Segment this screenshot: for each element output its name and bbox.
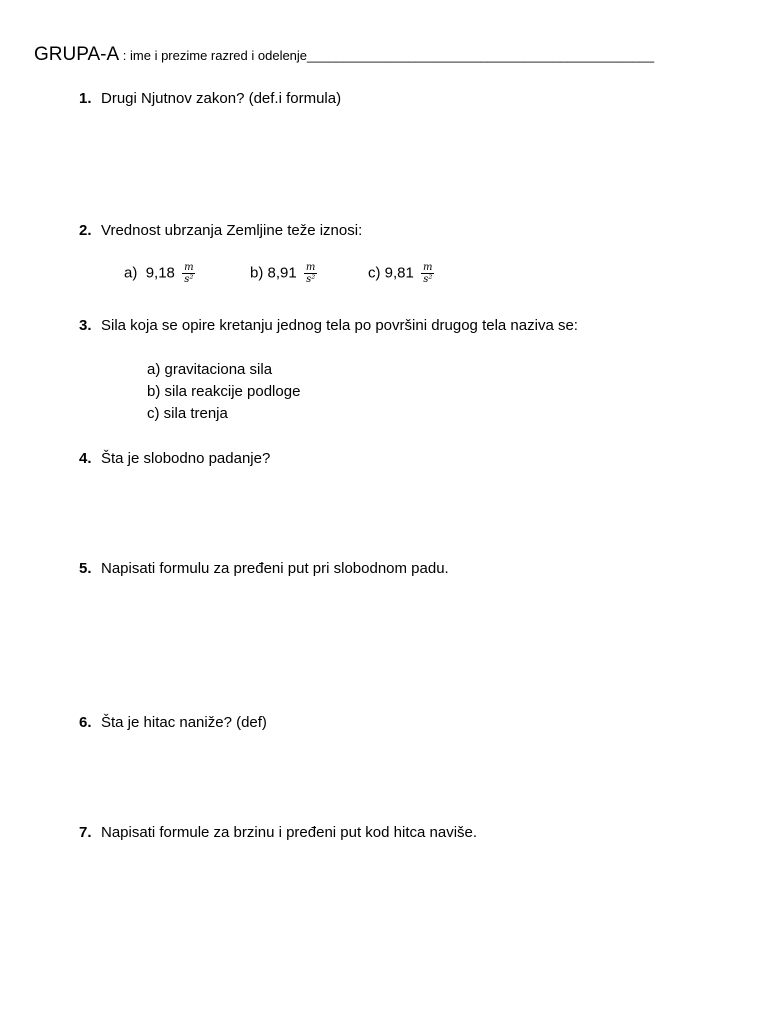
question-3 — [79, 317, 578, 334]
question-7 — [79, 824, 477, 841]
question-text: Šta je slobodno padanje? — [101, 450, 271, 467]
question-1 — [79, 90, 341, 107]
option-value: 9,81 — [384, 264, 414, 282]
q2-option-c — [368, 262, 435, 285]
question-text: Vrednost ubrzanja Zemljine teže iznosi: — [101, 222, 363, 239]
question-5 — [79, 560, 449, 577]
question-number: 2. — [79, 222, 92, 239]
question-number: 1. — [79, 90, 92, 107]
option-label: c) — [368, 264, 381, 282]
option-value: 9,18 — [145, 264, 175, 282]
question-text: Drugi Njutnov zakon? (def.i formula) — [101, 90, 342, 107]
question-number: 7. — [79, 824, 92, 841]
question-6 — [79, 714, 267, 731]
question-number: 6. — [79, 714, 92, 731]
option-label: b) — [250, 264, 264, 282]
question-number: 5. — [79, 560, 92, 577]
header-fields-label: : ime i prezime razred i odelenje — [119, 48, 308, 63]
q3-option-c: c) sila trenja — [147, 405, 228, 422]
question-4 — [79, 450, 270, 467]
question-text: Napisati formule za brzinu i pređeni put kod hitca naviše. — [101, 824, 478, 841]
page-header — [34, 44, 654, 66]
unit-numerator: m — [423, 262, 433, 273]
unit-denominator: s² — [423, 274, 433, 285]
question-number: 3. — [79, 317, 92, 334]
unit-numerator: m — [184, 262, 194, 273]
question-2 — [79, 222, 362, 239]
q3-option-b: b) sila reakcije podloge — [147, 383, 301, 400]
option-label: a) — [124, 264, 138, 282]
unit-fraction — [304, 262, 317, 285]
q2-option-a — [124, 262, 196, 285]
question-text: Sila koja se opire kretanju jednog tela po površini drugog tela naziva se: — [101, 317, 578, 334]
unit-fraction — [421, 262, 434, 285]
option-value: 8,91 — [267, 264, 297, 282]
unit-fraction — [182, 262, 195, 285]
group-title: GRUPA-A — [34, 44, 120, 65]
question-text: Napisati formulu za pređeni put pri slobodnom padu. — [101, 560, 449, 577]
question-text: Šta je hitac naniže? (def) — [101, 714, 267, 731]
q2-option-b — [250, 262, 317, 285]
q3-option-a: a) gravitaciona sila — [147, 361, 273, 378]
unit-denominator: s² — [184, 274, 194, 285]
name-blank-line[interactable]: ________________________________________________ — [307, 48, 655, 63]
unit-numerator: m — [305, 262, 316, 273]
unit-denominator: s² — [306, 274, 316, 285]
question-number: 4. — [79, 450, 92, 467]
